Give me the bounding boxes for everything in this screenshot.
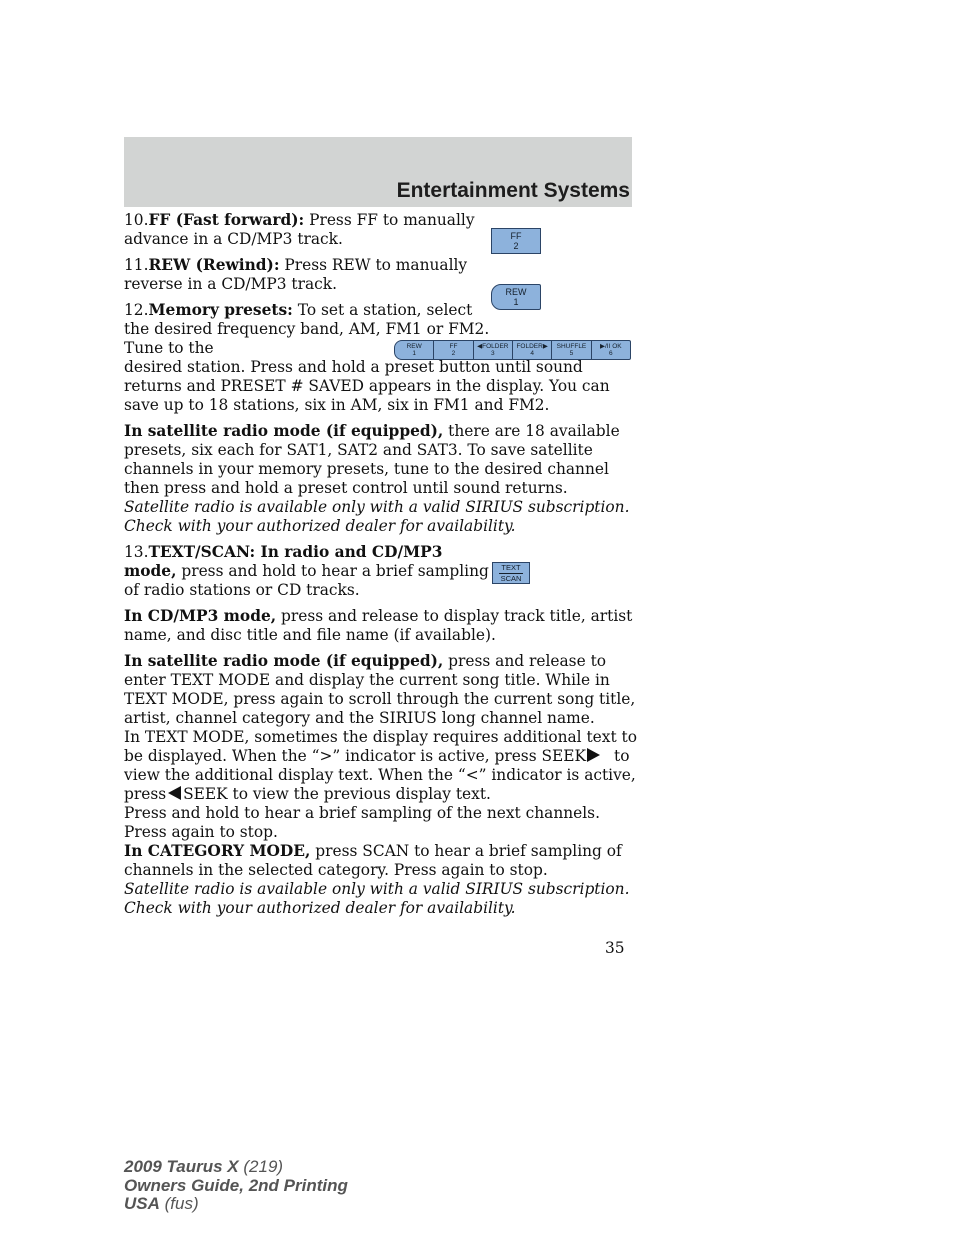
item-number: 11.: [124, 256, 149, 274]
paragraph-heading: In satellite radio mode (if equipped),: [124, 652, 444, 670]
text-scan-bottom-label: SCAN: [500, 573, 522, 583]
note-text: Satellite radio is available only with a valid SIRIUS subscription. Check with your authorized dealer for availability.: [124, 498, 630, 535]
item-13-paragraph: [124, 543, 640, 600]
preset-number: 4: [530, 350, 534, 357]
satellite-presets-note: [124, 498, 640, 536]
item-11-paragraph: [124, 256, 640, 294]
preset-number: 5: [569, 350, 574, 357]
page-content: [124, 211, 640, 925]
ff-button-number: 2: [513, 241, 519, 251]
paragraph-text: press and release to display track title, artist name, and disc title and file name (if available).: [124, 607, 633, 644]
item-12-lead: [124, 301, 640, 358]
header-band: [124, 137, 632, 207]
ff-button-label: FF: [510, 231, 522, 241]
paragraph-heading: In CATEGORY MODE,: [124, 842, 311, 860]
text-scan-top-label: TEXT: [499, 564, 523, 574]
footer-code: (219): [238, 1157, 284, 1176]
footer-market: USA: [124, 1194, 160, 1213]
preset-number: 2: [451, 350, 456, 357]
seek-right-icon: [587, 748, 600, 762]
paragraph-heading: In satellite radio mode (if equipped),: [124, 422, 444, 440]
preset-label: ◀FOLDER: [477, 343, 509, 350]
paragraph-text: press SCAN to hear a brief sampling of channels in the selected category. Press again to stop.: [124, 842, 622, 879]
footer: [124, 1158, 348, 1214]
item-number: 12.: [124, 301, 149, 319]
paragraph-text: Press and hold to hear a brief sampling of the next channels. Press again to stop.: [124, 804, 600, 841]
paragraph-text: press and release to enter TEXT MODE and display the current song title. While in TEXT MODE, press again to scroll through the current song title, artist, channel category and the SIRIUS long channel name.: [124, 652, 636, 727]
preset-number: 3: [491, 350, 495, 357]
item-12-paragraph: [124, 301, 640, 415]
item-heading: FF (Fast forward):: [148, 211, 305, 229]
item-text: press and hold to hear a brief sampling of radio stations or CD tracks.: [124, 562, 489, 599]
preset-number: 6: [608, 350, 613, 357]
item-heading: REW (Rewind):: [148, 256, 280, 274]
paragraph-text: SEEK to view the previous display text.: [183, 785, 491, 803]
preset-label: REW: [406, 343, 422, 350]
paragraph-text: In TEXT MODE, sometimes the display requires additional text to be displayed. When the “>” indicator is active, press SEEK: [124, 728, 637, 765]
section-title: Entertainment Systems: [396, 179, 630, 202]
footer-market-code: (fus): [159, 1194, 199, 1213]
paragraph-heading: In CD/MP3 mode,: [124, 607, 277, 625]
item-number: 10.: [124, 211, 149, 229]
item-heading: TEXT/SCAN: In radio and CD/MP3 mode,: [124, 543, 443, 580]
preset-label: SHUFFLE: [556, 343, 587, 350]
preset-label: FOLDER▶: [516, 343, 548, 350]
item-text: To set a station, select the desired frequency band, AM, FM1 or FM2. Tune to the: [124, 301, 490, 357]
rew-button-label: REW: [505, 287, 527, 297]
preset-label: FF: [449, 343, 458, 350]
item-number: 13.: [124, 543, 149, 561]
text-mode-paragraph: [124, 728, 640, 804]
footer-edition: Owners Guide, 2nd Printing: [124, 1175, 348, 1195]
preset-number: 1: [412, 350, 416, 357]
item-text-continued: desired station. Press and hold a preset button until sound returns and PRESET # SAVED appears in the display. You can save up to 18 stations, six in AM, six in FM1 and FM2.: [124, 358, 610, 414]
sampling-paragraph: [124, 804, 640, 842]
preset-label: ▶/II OK: [599, 343, 622, 350]
satellite-text-paragraph: [124, 652, 640, 728]
page-number: 35: [605, 939, 625, 957]
item-text: Press REW to manually reverse in a CD/MP3 track.: [124, 256, 468, 293]
footer-model: 2009 Taurus X: [124, 1157, 239, 1176]
cd-mode-paragraph: [124, 607, 640, 645]
footer-line-3: [124, 1195, 348, 1214]
rew-button-number: 1: [513, 297, 519, 307]
category-mode-note: [124, 880, 640, 918]
category-mode-paragraph: [124, 842, 640, 880]
note-text: Satellite radio is available only with a valid SIRIUS subscription. Check with your authorized dealer for availability.: [124, 880, 630, 917]
item-heading: Memory presets:: [148, 301, 293, 319]
seek-left-icon: [168, 786, 181, 800]
footer-line-1: [124, 1158, 348, 1177]
paragraph-text: there are 18 available presets, six each for SAT1, SAT2 and SAT3. To save satellite channels in your memory presets, tune to the desired channel then press and hold a preset control until sound returns.: [124, 422, 620, 497]
paragraph-text: to view the additional display text. When the “<” indicator is active, press: [124, 747, 636, 803]
item-10-paragraph: [124, 211, 640, 249]
satellite-presets-paragraph: [124, 422, 640, 498]
item-text: Press FF to manually advance in a CD/MP3 track.: [124, 211, 475, 248]
footer-line-2: [124, 1177, 348, 1196]
